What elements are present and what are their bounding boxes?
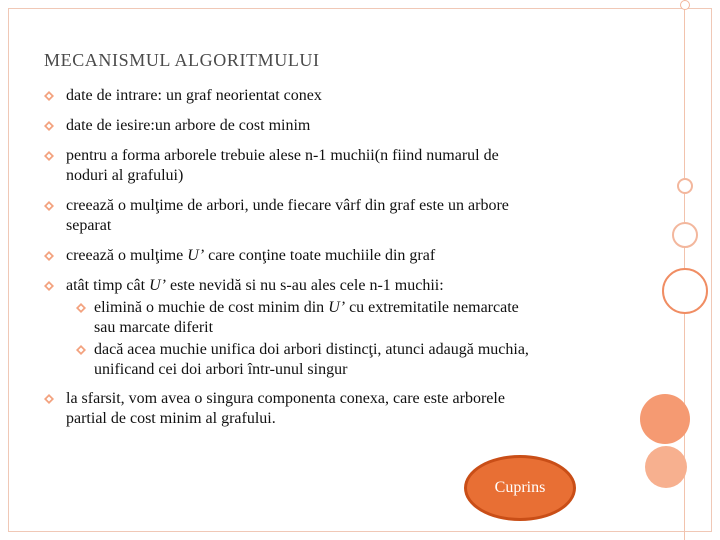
sub-list-item xyxy=(44,298,644,338)
bullet-text-line: pentru a forma arborele trebuie alese n-1 muchii(n fiind numarul de xyxy=(66,147,499,164)
bullet-text: care conţine toate muchiile din graf xyxy=(204,247,436,264)
list-item xyxy=(44,276,644,296)
bullet-text-line: la sfarsit, vom avea o singura componenta conexa, care este arborele xyxy=(66,390,505,407)
bullet-text-line: creează o mulţime de arbori, unde fiecare vârf din graf este un arbore xyxy=(66,197,509,214)
decorative-circle-icon xyxy=(677,178,693,194)
diamond-bullet-icon xyxy=(76,345,86,355)
bullet-text-line: separat xyxy=(66,217,112,234)
list-item xyxy=(44,196,644,236)
decorative-circle-icon xyxy=(662,268,708,314)
diamond-bullet-icon xyxy=(44,394,54,404)
diamond-bullet-icon xyxy=(44,151,54,161)
list-item xyxy=(44,116,644,136)
bullet-text-line: unificand cei doi arbori într-unul singur xyxy=(94,361,348,378)
bullet-text-line: dacă acea muchie unifica doi arbori distincţi, atunci adaugă muchia, xyxy=(94,341,529,358)
diamond-bullet-icon xyxy=(44,281,54,291)
bullet-text: cu extremitatile nemarcate xyxy=(345,299,519,316)
bullet-italic-text: U’ xyxy=(149,277,166,294)
decorative-circle-icon xyxy=(672,222,698,248)
diamond-bullet-icon xyxy=(44,121,54,131)
slide-title: MECANISMUL ALGORITMULUI xyxy=(44,50,320,70)
diamond-bullet-icon xyxy=(44,201,54,211)
bullet-italic-text: U’ xyxy=(328,299,346,316)
bullet-italic-text: U’ xyxy=(187,247,205,264)
bullet-text-line: partial de cost minim al grafului. xyxy=(66,410,276,427)
diamond-bullet-icon xyxy=(76,303,86,313)
bullet-text: date de iesire:un arbore de cost minim xyxy=(66,117,311,134)
sub-list-item xyxy=(44,340,644,380)
bullet-text-line: noduri al grafului) xyxy=(66,167,184,184)
bullet-text: elimină o muchie de cost minim din xyxy=(94,299,329,316)
bullet-list xyxy=(44,84,644,429)
cuprins-button[interactable]: Cuprins xyxy=(464,455,576,521)
bullet-text: creează o mulţime xyxy=(66,247,188,264)
list-item xyxy=(44,389,644,429)
bullet-text: date de intrare: un graf neorientat conex xyxy=(66,87,322,104)
decorative-circle-icon xyxy=(680,0,690,10)
diamond-bullet-icon xyxy=(44,251,54,261)
decorative-circle-icon xyxy=(645,446,687,488)
bullet-text: este nevidă si nu s-au ales cele n-1 muchii: xyxy=(165,277,444,294)
diamond-bullet-icon xyxy=(44,91,54,101)
decorative-circle-icon xyxy=(640,394,690,444)
list-item xyxy=(44,86,644,106)
list-item xyxy=(44,146,644,186)
bullet-text-line: sau marcate diferit xyxy=(94,319,214,336)
bullet-text: atât timp cât xyxy=(66,277,150,294)
list-item xyxy=(44,246,644,266)
